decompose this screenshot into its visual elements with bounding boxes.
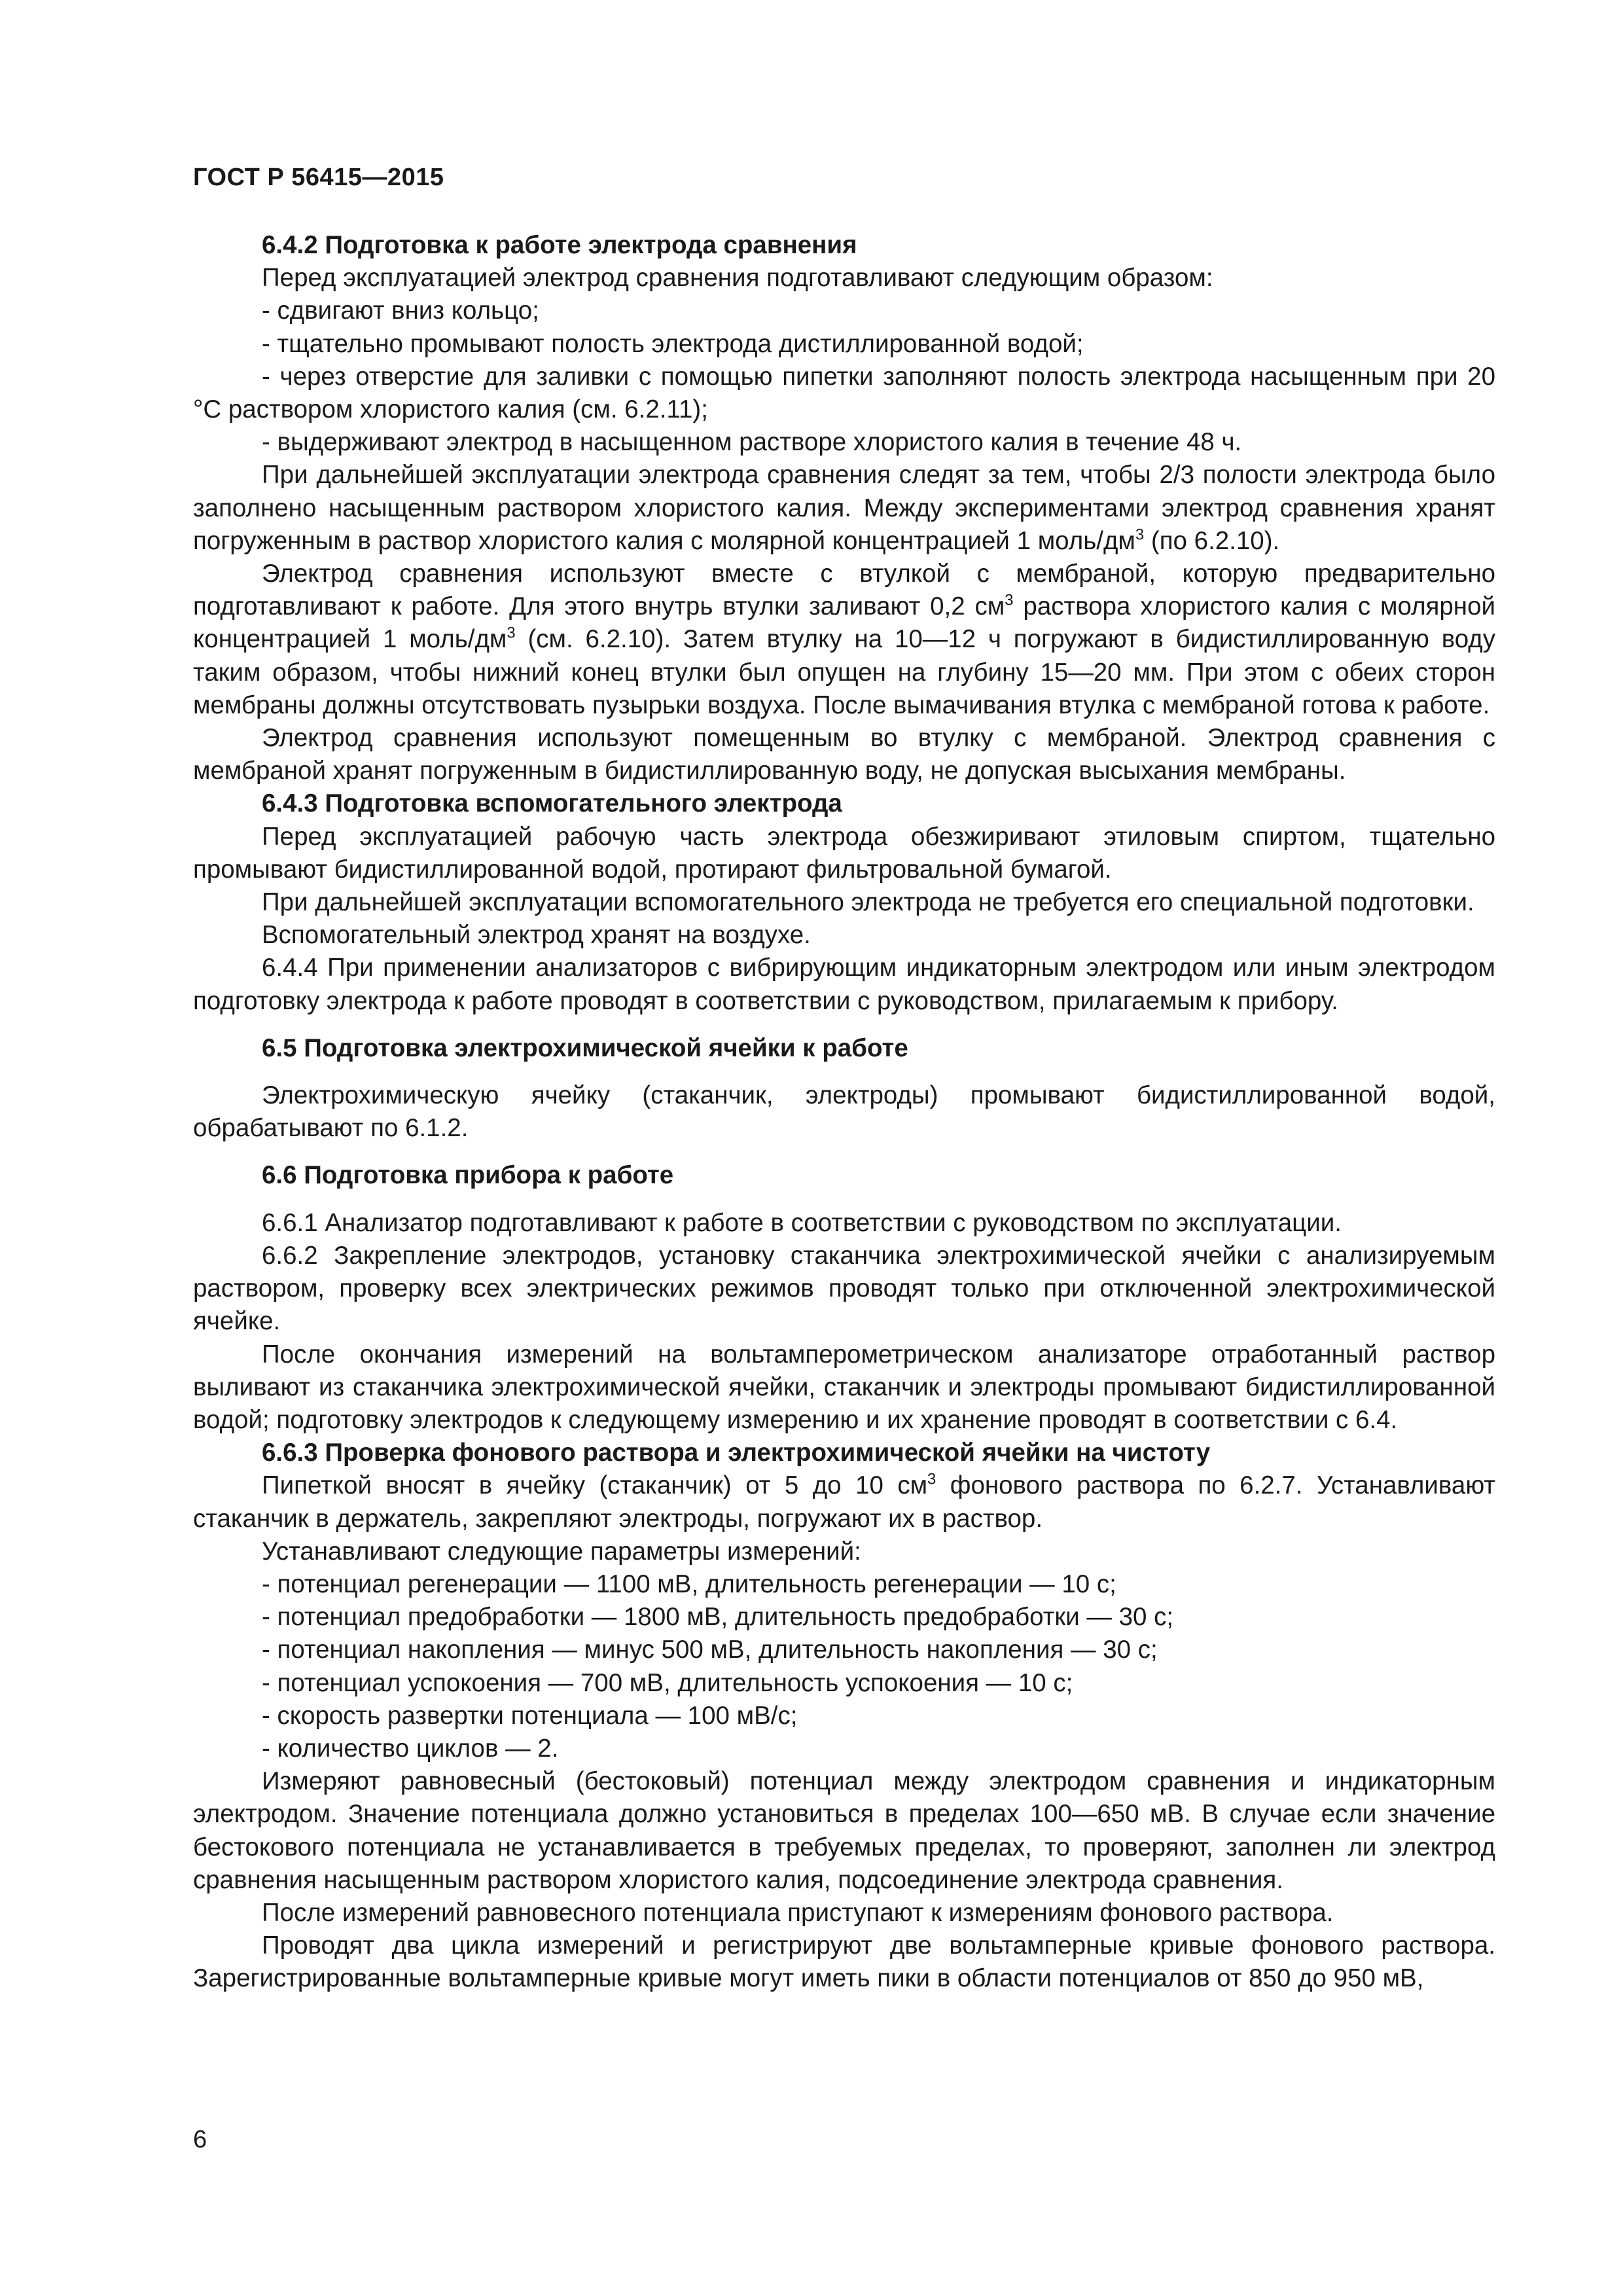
- paragraph: Электрод сравнения используют помещенным во втулку с мембраной. Электрод сравнения с мембраной хранят погруженным в бидистиллированную воду, не допуская высыхания мембраны.: [193, 724, 1495, 785]
- paragraph: После окончания измерений на вольтамперометрическом анализаторе отработанный раствор выливают из стаканчика электрохимической ячейки, стаканчик и электроды промывают бидистиллированной водой; подготовку электродов к следующему измерению и их хранение проводят в соответствии с 6.4.: [193, 1340, 1495, 1434]
- list-item: - потенциал предобработки — 1800 мВ, длительность предобработки — 30 с;: [262, 1603, 1174, 1632]
- paragraph: Перед эксплуатацией рабочую часть электрода обезжиривают этиловым спиртом, тщательно промывают бидистиллированной водой, протирают фильтровальной бумагой.: [193, 822, 1495, 884]
- text-run: Электрод сравнения используют вместе с втулкой с мембраной, которую предварительно подготавливают к работе. Для этого внутрь втулки заливают 0,2 см: [193, 560, 1495, 621]
- section-heading-6-6-3: 6.6.3 Проверка фонового раствора и электрохимической ячейки на чистоту: [262, 1439, 1211, 1467]
- superscript: 3: [927, 1471, 936, 1488]
- text-run: раствора хлористого калия с молярной концентрацией 1 моль/дм: [193, 592, 1495, 654]
- paragraph: Вспомогательный электрод хранят на воздухе.: [262, 921, 811, 950]
- paragraph: [193, 1469, 1495, 1535]
- paragraph: 6.6.2 Закрепление электродов, установку стаканчика электрохимической ячейки с анализируемым раствором, проверку всех электрических режимов проводят только при отключенной электрохимической ячейке.: [193, 1241, 1495, 1336]
- paragraph: При дальнейшей эксплуатации вспомогательного электрода не требуется его специальной подготовки.: [262, 888, 1474, 917]
- list-item: - выдерживают электрод в насыщенном растворе хлористого калия в течение 48 ч.: [262, 428, 1242, 457]
- list-item: - тщательно промывают полость электрода дистиллированной водой;: [262, 329, 1084, 358]
- list-item: - количество циклов — 2.: [262, 1734, 559, 1763]
- paragraph: Проводят два цикла измерений и регистрируют две вольтамперные кривые фонового раствора. Зарегистрированные вольтамперные кривые могут иметь пики в области потенциалов от 850 до 950 мВ,: [193, 1931, 1495, 1993]
- list-item: - сдвигают вниз кольцо;: [262, 296, 539, 325]
- section-heading-6-4-3: 6.4.3 Подготовка вспомогательного электрода: [262, 789, 842, 818]
- document-header: ГОСТ Р 56415—2015: [193, 164, 444, 191]
- list-item: - через отверстие для заливки с помощью пипетки заполняют полость электрода насыщенным при 20 °С раствором хлористого калия (см. 6.2.11);: [193, 362, 1495, 424]
- list-item: - потенциал регенерации — 1100 мВ, длительность регенерации — 10 с;: [262, 1570, 1116, 1598]
- text-run: (по 6.2.10).: [1144, 526, 1280, 555]
- text-run: (см. 6.2.10). Затем втулку на 10—12 ч погружают в бидистиллированную воду таким образом, чтобы нижний конец втулки был опущен на глубину 15—20 мм. При этом с обеих сторон мембраны должны отсутствовать пузырьки воздуха. После вымачивания втулка с мембраной готова к работе.: [193, 625, 1495, 719]
- paragraph: Устанавливают следующие параметры измерений:: [262, 1537, 861, 1566]
- paragraph: [193, 459, 1495, 558]
- paragraph: Перед эксплуатацией электрод сравнения подготавливают следующим образом:: [262, 264, 1213, 293]
- section-heading-6-5: 6.5 Подготовка электрохимической ячейки к работе: [262, 1033, 908, 1062]
- list-item: - скорость развертки потенциала — 100 мВ/с;: [262, 1701, 798, 1730]
- page-number: 6: [193, 2126, 207, 2153]
- section-heading-6-4-2: 6.4.2 Подготовка к работе электрода сравнения: [262, 231, 857, 259]
- paragraph: [193, 558, 1495, 722]
- superscript: 3: [1005, 591, 1014, 609]
- paragraph: Электрохимическую ячейку (стаканчик, электроды) промывают бидистиллированной водой, обрабатывают по 6.1.2.: [193, 1081, 1495, 1143]
- superscript: 3: [507, 624, 516, 643]
- text-run: фонового раствора по 6.2.7. Устанавливают стаканчик в держатель, закрепляют электроды, погружают их в раствор.: [193, 1471, 1495, 1533]
- document-body: [193, 229, 1495, 1996]
- text-run: При дальнейшей эксплуатации электрода сравнения следят за тем, чтобы 2/3 полости электрода было заполнено насыщенным раствором хлористого калия. Между экспериментами электрод сравнения хранят погруженным в раствор хлористого калия с молярной концентрацией 1 моль/дм: [193, 461, 1495, 555]
- section-heading-6-6: 6.6 Подготовка прибора к работе: [262, 1161, 674, 1190]
- list-item: - потенциал успокоения — 700 мВ, длительность успокоения — 10 с;: [262, 1668, 1073, 1697]
- list-item: - потенциал накопления — минус 500 мВ, длительность накопления — 30 с;: [262, 1636, 1158, 1664]
- paragraph: 6.4.4 При применении анализаторов с вибрирующим индикаторным электродом или иным электродом подготовку электрода к работе проводят в соответствии с руководством, прилагаемым к прибору.: [193, 954, 1495, 1015]
- paragraph: После измерений равновесного потенциала приступают к измерениям фонового раствора.: [262, 1898, 1334, 1927]
- text-run: Пипеткой вносят в ячейку (стаканчик) от 5 до 10 см: [262, 1471, 928, 1500]
- paragraph: 6.6.1 Анализатор подготавливают к работе в соответствии с руководством по эксплуатации.: [262, 1208, 1342, 1237]
- paragraph: Измеряют равновесный (бестоковый) потенциал между электродом сравнения и индикаторным электродом. Значение потенциала должно установиться в пределах 100—650 мВ. В случае если значение бестокового потенциала не устанавливается в требуемых пределах, то проверяют, заполнен ли электрод сравнения насыщенным раствором хлористого калия, подсоединение электрода сравнения.: [193, 1767, 1495, 1894]
- superscript: 3: [1135, 526, 1145, 544]
